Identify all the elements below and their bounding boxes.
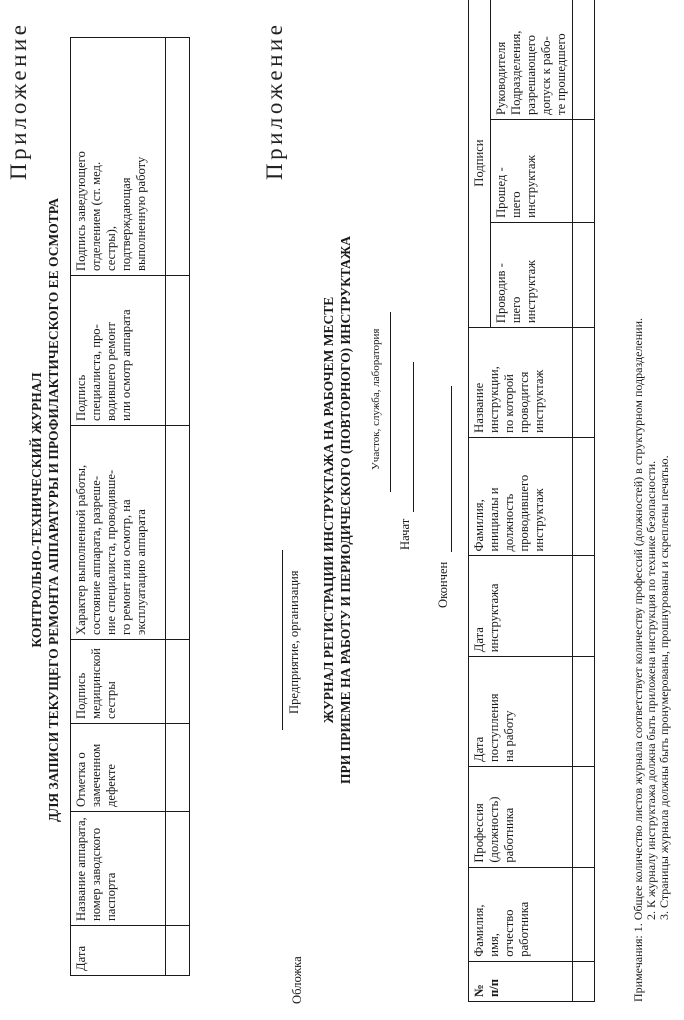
journal-1-empty-row [166, 38, 190, 976]
journal-2-table [468, 0, 595, 1002]
appendix-2-word: Приложение [6, 21, 31, 180]
j1-col-head-signature: Подпись заведующего отделением (ст. мед. сестры), подтверждающая выполненную работу [71, 38, 166, 276]
journal-1-title [28, 130, 62, 890]
note-2-text: 2. К журналу инструктажа должна быть приложена инструкция по технике безопасности. [644, 460, 658, 920]
journal-2-header-row-1 [469, 0, 491, 1002]
org-line [282, 550, 283, 730]
j1-col-date: Дата [71, 926, 166, 976]
j2-col-instruction-name: Название инструкции, по которой проводится инструктаж [469, 328, 573, 438]
org-caption: Предприятие, организация [287, 570, 301, 714]
note-3 [658, 318, 671, 1002]
j1-col-nurse-signature: Подпись медицинской сестры [71, 640, 166, 724]
j2-col-number: № п/п [469, 961, 573, 1001]
journal-1-header-row [71, 38, 166, 976]
j2-col-sign-trainee: Прошед - шего инструктаж [491, 119, 573, 222]
started-label: Начат [398, 518, 412, 550]
finished-line [451, 386, 452, 552]
j1-col-defect: Отметка о замеченном дефекте [71, 724, 166, 812]
unit-caption: Участок, служба, лаборатория [370, 328, 382, 470]
j2-col-hire-date: Дата поступления на работу [469, 657, 573, 767]
j1-col-specialist-signature: Подпись специалиста, про- водившего ремонт или осмотр аппарата [71, 276, 166, 426]
journal-2-title [320, 130, 354, 890]
journal-1-title-line-2: ДЛЯ ЗАПИСИ ТЕКУЩЕГО РЕМОНТА АППАРАТУРЫ И ПРОФИЛАКТИЧЕСКОГО ЕЕ ОСМОТРА [46, 198, 61, 822]
j1-col-work-description: Характер выполненной работы, состояние аппарата, разреше- ние специалиста, проводивше- го ремонт или осмотр, на эксплуатацию аппарата [71, 426, 166, 640]
journal-1-title-line-1: КОНТРОЛЬНО-ТЕХНИЧЕСКИЙ ЖУРНАЛ [29, 372, 44, 648]
appendix-3-word: Приложение [262, 21, 287, 180]
j1-col-device: Название аппарата, номер заводского паспорта [71, 812, 166, 926]
j2-col-profession: Профессия (должность) работника [469, 766, 573, 867]
journal-2-title-line-1: ЖУРНАЛ РЕГИСТРАЦИИ ИНСТРУКТАЖА НА РАБОЧЕМ МЕСТЕ [321, 296, 336, 724]
appendix-3-heading [262, 0, 288, 180]
journal-1-table [70, 37, 190, 976]
notes-block [632, 318, 671, 1002]
finished-label: Окончен [436, 561, 450, 608]
note-3-text: 3. Страницы журнала должны быть пронумерованы, прошнурованы и скреплены печатью. [657, 455, 671, 920]
j2-col-briefing-date: Дата инструктажа [469, 556, 573, 657]
j2-col-sign-manager: Руководителя Подразделения, разрешающего допуск к рабо- те прошедшего [491, 0, 573, 119]
cover-label: Обложка [290, 956, 304, 1004]
j2-col-instructor: Фамилия, инициалы и должность проводившего инструктаж [469, 437, 573, 556]
j2-signatures-header: Подписи [469, 0, 491, 328]
journal-2-title-line-2: ПРИ ПРИЕМЕ НА РАБОТУ И ПЕРИОДИЧЕСКОГО (ПОВТОРНОГО) ИНСТРУКТАЖА [338, 235, 353, 785]
note-1-text: 1. Общее количество листов журнала соответствует количеству профессий (должностей) в структурном подразделении. [631, 318, 645, 933]
j2-col-full-name: Фамилия, имя, отчество работника [469, 867, 573, 961]
notes-label: Примечания: [631, 935, 645, 1002]
j2-col-sign-instructor: Проводив - шего инструктаж [491, 222, 573, 327]
unit-line [390, 312, 391, 492]
journal-2-empty-row [573, 0, 595, 1002]
started-line [413, 362, 414, 512]
